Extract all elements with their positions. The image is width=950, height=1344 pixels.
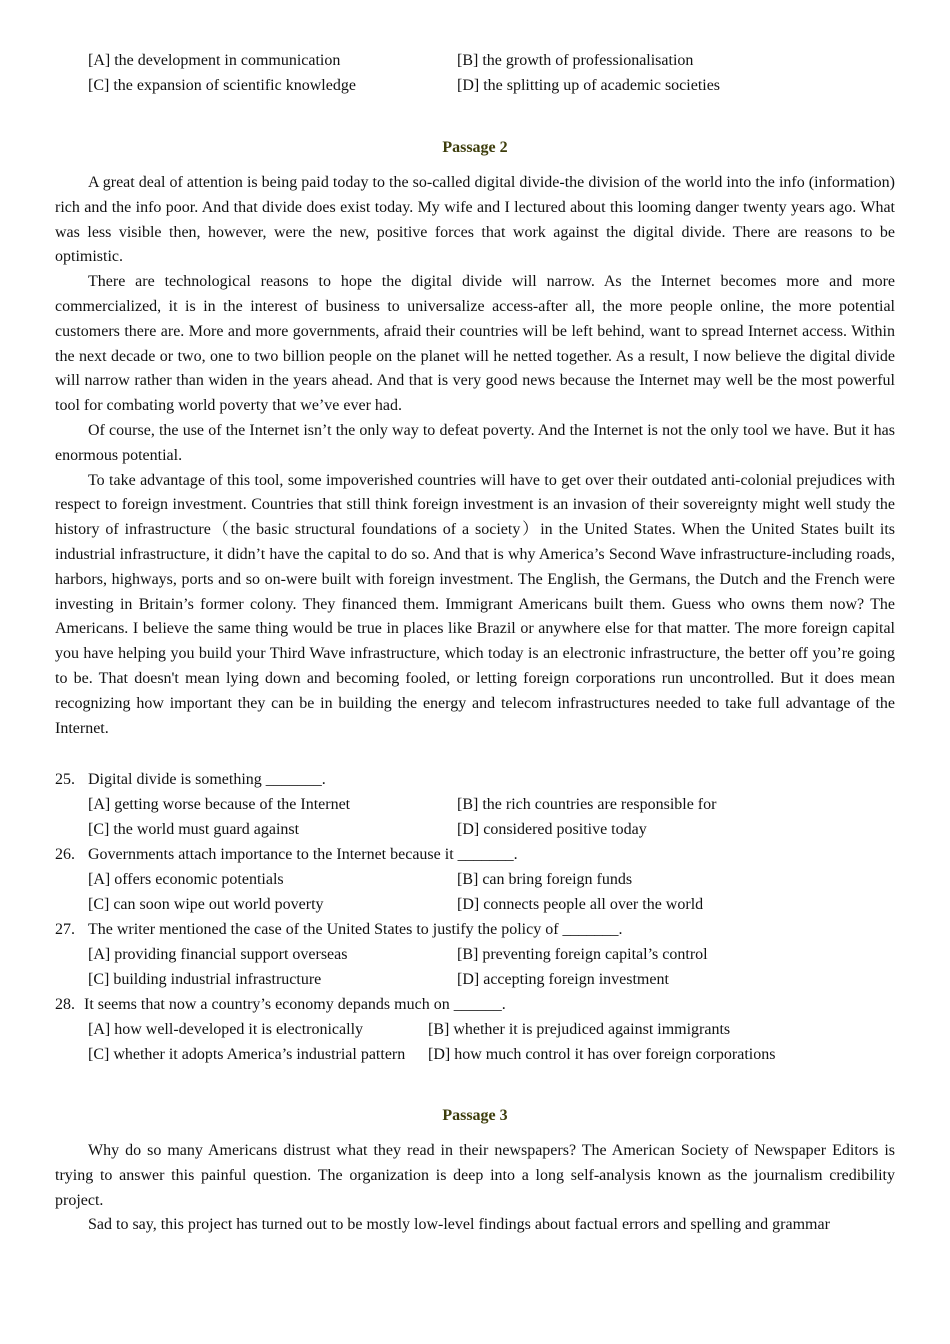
question-stem: Governments attach importance to the Internet because it _______. [88,846,518,863]
question-26-options-row-1 [0,868,950,893]
question-stem: The writer mentioned the case of the United States to justify the policy of _______. [88,921,623,938]
question-number: 25. [55,771,75,788]
prev-question-options-row-2 [0,74,950,99]
question-stem: Digital divide is something _______. [88,771,326,788]
option-b: [B] whether it is prejudiced against immigrants [428,1021,731,1038]
prev-option-d: [D] the splitting up of academic societies [457,77,721,94]
prev-question-options-row-1 [0,49,950,74]
option-a: [A] how well-developed it is electronically [88,1021,364,1038]
question-25-options-row-1 [0,793,950,818]
question-26-options-row-2 [0,893,950,918]
option-b: [B] preventing foreign capital’s control [457,946,708,963]
option-c: [C] the world must guard against [88,821,300,838]
option-d: [D] accepting foreign investment [457,971,669,988]
option-d: [D] connects people all over the world [457,896,704,913]
passage-3-body [55,1139,895,1238]
option-c: [C] whether it adopts America’s industrial pattern [88,1046,406,1063]
question-25 [0,768,950,793]
prev-option-c: [C] the expansion of scientific knowledge [88,77,356,94]
passage-2-paragraph: A great deal of attention is being paid today to the so-called digital divide-the division of the world into the info (information) rich and the info poor. And that divide does exist today. My wife and I lectured about this looming danger twenty years ago. What was less visible then, however, were the new, positive forces that work against the digital divide. There are reasons to be optimistic. [55,174,895,266]
option-b: [B] can bring foreign funds [457,871,633,888]
option-c: [C] can soon wipe out world poverty [88,896,324,913]
option-b: [B] the rich countries are responsible for [457,796,717,813]
question-28 [0,993,950,1018]
question-stem: It seems that now a country’s economy depands much on ______. [84,996,506,1013]
option-a: [A] getting worse because of the Internet [88,796,351,813]
prev-option-a: [A] the development in communication [88,52,341,69]
passage-2-paragraph: Of course, the use of the Internet isn’t the only way to defeat poverty. And the Internet is not the only tool we have. But it has enormous potential. [55,421,895,464]
prev-option-b: [B] the growth of professionalisation [457,52,694,69]
question-28-options-row-1 [0,1018,950,1043]
question-number: 28. [55,996,75,1013]
option-a: [A] providing financial support overseas [88,946,348,963]
question-27-options-row-1 [0,943,950,968]
passage-2-title: Passage 2 [442,139,508,156]
passage-3-paragraph: Why do so many Americans distrust what they read in their newspapers? The American Society of Newspaper Editors is trying to answer this painful question. The organization is deep into a long self-analysis known as the journalism credibility project. [55,1142,895,1209]
question-number: 27. [55,921,75,938]
question-27-options-row-2 [0,968,950,993]
question-28-options-row-2 [0,1043,950,1068]
question-25-options-row-2 [0,818,950,843]
question-27 [0,918,950,943]
question-number: 26. [55,846,75,863]
passage-3-paragraph: Sad to say, this project has turned out to be mostly low-level findings about factual errors and spelling and grammar [88,1216,830,1234]
option-a: [A] offers economic potentials [88,871,284,888]
passage-2-paragraph: There are technological reasons to hope the digital divide will narrow. As the Internet becomes more and more commercialized, it is in the interest of business to universalize access-after all, the more people online, the more potential customers there are. More and more governments, afraid their countries will be left behind, want to spread Internet access. Within the next decade or two, one to two billion people on the planet will he netted together. As a result, I now believe the digital divide will narrow rather than widen in the years ahead. And that is very good news because the Internet may well be the most powerful tool for combating world poverty that we’ve ever had. [55,273,895,415]
passage-2-body [55,171,895,741]
passage-3-title: Passage 3 [442,1107,508,1124]
question-26 [0,843,950,868]
option-d: [D] how much control it has over foreign corporations [428,1046,776,1063]
option-d: [D] considered positive today [457,821,647,838]
passage-2-paragraph: To take advantage of this tool, some impoverished countries will have to get over their outdated anti-colonial prejudices with respect to foreign investment. Countries that still think foreign investment is an invasion of their sovereignty might well study the history of infrastructure（the basic structural foundations of a society）in the United States. When the United States built its industrial infrastructure, it didn’t have the capital to do so. And that is why America’s Second Wave infrastructure-including roads, harbors, highways, ports and so on-were built with foreign investment. The English, the Germans, the Dutch and the French were investing in Britain’s former colony. They financed them. Immigrant Americans built them. Guess who owns them now? The Americans. I believe the same thing would be true in places like Brazil or anywhere else for that matter. The more foreign capital you have helping you build your Third Wave infrastructure, which today is an electronic infrastructure, the better off you’re going to be. That doesn't mean lying down and becoming fooled, or letting foreign corporations run uncontrolled. But it does mean recognizing how important they can be in building the energy and telecom infrastructures needed to take full advantage of the Internet. [55,471,895,737]
option-c: [C] building industrial infrastructure [88,971,322,988]
